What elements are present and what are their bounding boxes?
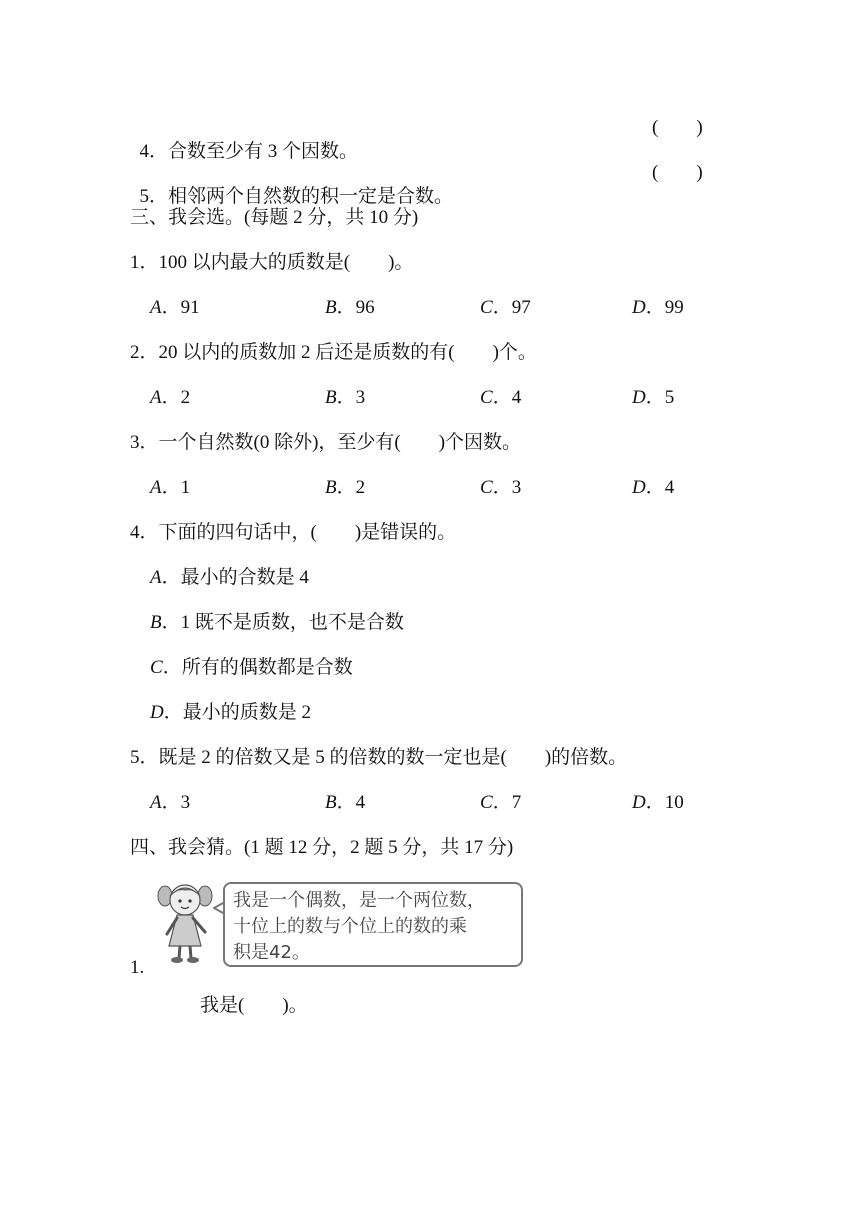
judge-item-5-answer-blank[interactable]: ( ) [652,162,703,183]
judge-item-4 [130,116,358,164]
girl-icon [155,876,221,966]
section-3-title: 三、我会选。(每题 2 分，共 10 分) [130,207,419,228]
q2-option-c[interactable]: C．4 [480,387,522,408]
girl-speech-illustration [155,876,535,972]
q5-option-b[interactable]: B．4 [325,792,366,813]
q4-option-c[interactable]: C．所有的偶数都是合数 [150,657,353,678]
q5-option-a[interactable]: A．3 [150,792,191,813]
bubble-line-3: 积是42。 [233,942,310,963]
q1-option-b[interactable]: B．96 [325,297,375,318]
q1-stem: 1．100 以内最大的质数是( )。 [130,252,414,273]
q2-option-b[interactable]: B．3 [325,387,366,408]
bubble-line-2: 十位上的数与个位上的数的乘 [233,916,467,937]
q4-option-a[interactable]: A．最小的合数是 4 [150,567,309,588]
speech-bubble [223,882,523,967]
judge-item-5-text: 相邻两个自然数的积一定是合数。 [168,186,454,207]
q2-option-a[interactable]: A．2 [150,387,191,408]
section-4-title: 四、我会猜。(1 题 12 分，2 题 5 分，共 17 分) [130,837,514,858]
judge-item-4-text: 合数至少有 3 个因数。 [168,141,359,162]
judge-item-4-num: 4． [139,141,169,162]
q1-option-a[interactable]: A．91 [150,297,200,318]
q2-option-d[interactable]: D．5 [632,387,675,408]
q3-option-d[interactable]: D．4 [632,477,675,498]
q5-option-d[interactable]: D．10 [632,792,684,813]
q3-option-c[interactable]: C．3 [480,477,522,498]
q2-stem: 2．20 以内的质数加 2 后还是质数的有( )个。 [130,342,537,363]
q1-option-d[interactable]: D．99 [632,297,684,318]
q5-stem: 5．既是 2 的倍数又是 5 的倍数的数一定也是( )的倍数。 [130,747,628,768]
bubble-line-1: 我是一个偶数，是一个两位数， [233,890,485,911]
q5-option-c[interactable]: C．7 [480,792,522,813]
section-4-q1-number: 1. [130,957,145,978]
q4-option-d[interactable]: D．最小的质数是 2 [150,702,312,723]
q3-option-a[interactable]: A．1 [150,477,191,498]
q4-option-b[interactable]: B．1 既不是质数，也不是合数 [150,612,404,633]
judge-item-5 [130,161,453,209]
q4-stem: 4．下面的四句话中，( )是错误的。 [130,522,457,543]
judge-item-5-num: 5． [139,186,169,207]
q3-stem: 3．一个自然数(0 除外)，至少有( )个因数。 [130,432,522,453]
q1-option-c[interactable]: C．97 [480,297,531,318]
judge-item-4-answer-blank[interactable]: ( ) [652,117,703,138]
q3-option-b[interactable]: B．2 [325,477,366,498]
section-4-q1-answer[interactable]: 我是( )。 [200,995,308,1016]
